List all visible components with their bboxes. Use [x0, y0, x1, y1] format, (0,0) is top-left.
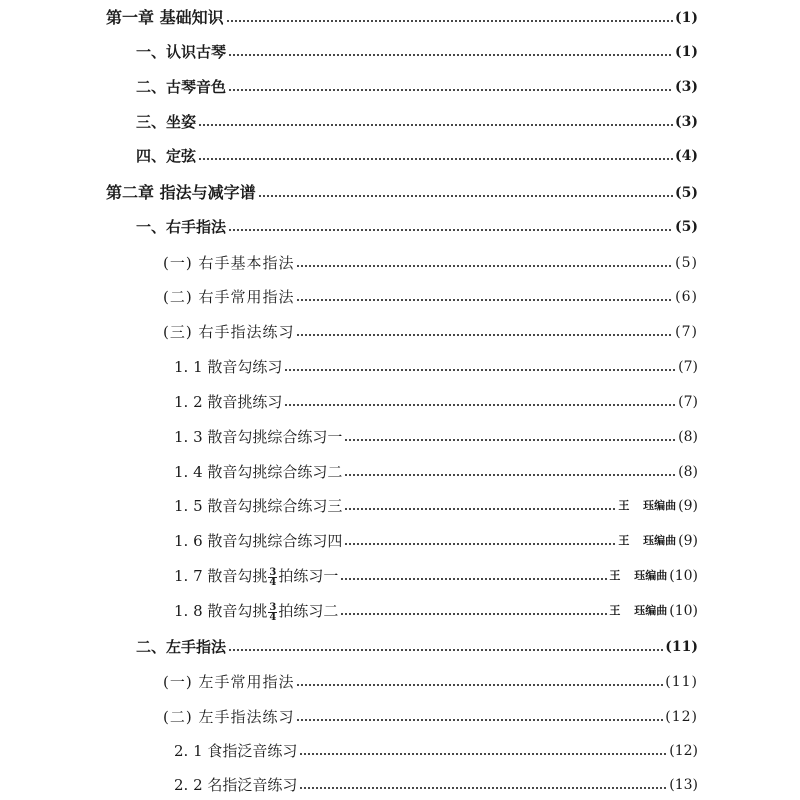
- dot-leader: [228, 89, 673, 91]
- toc-entry-subsection: [0, 705, 800, 729]
- dot-leader: [198, 158, 673, 160]
- toc-entry-page: (11): [665, 639, 698, 655]
- toc-entry-label: [174, 564, 338, 588]
- toc-entry-label: (二) 右手常用指法: [163, 288, 295, 306]
- toc-entry-composer: 王 珏编曲: [609, 569, 668, 582]
- toc-entry-label: 一、认识古琴: [136, 43, 227, 61]
- toc-entry-section: [0, 75, 800, 99]
- toc-entry-label: 第二章 指法与减字谱: [106, 183, 256, 202]
- toc-entry-label: 第一章 基础知识: [106, 8, 224, 27]
- toc-entry-page: (3): [675, 114, 698, 130]
- toc-entry-label: 2. 2 名指泛音练习: [174, 776, 298, 794]
- toc-entry-exercise: [0, 425, 800, 449]
- dot-leader: [284, 404, 676, 406]
- toc-entry-label: (二) 左手指法练习: [163, 708, 295, 726]
- dot-leader: [198, 124, 673, 126]
- toc-entry-label: [174, 599, 338, 623]
- toc-entry-exercise: [0, 460, 800, 484]
- toc-entry-page: (1): [675, 10, 698, 26]
- toc-entry-label: 二、古琴音色: [136, 78, 227, 96]
- toc-entry-label: 1. 4 散音勾挑综合练习二: [174, 463, 343, 481]
- toc-entry-label: 2. 1 食指泛音练习: [174, 742, 298, 760]
- toc-entry-page: (11): [665, 674, 698, 690]
- toc-entry-chapter-1: [0, 6, 800, 30]
- toc-entry-page: (4): [675, 148, 698, 164]
- toc-entry-label: 三、坐姿: [136, 113, 197, 131]
- toc-entry-page: (7): [678, 359, 698, 375]
- dot-leader: [228, 54, 673, 56]
- toc-entry-label-pre: 1. 7 散音勾挑: [174, 567, 268, 585]
- toc-entry-label-post: 拍练习一: [278, 567, 339, 585]
- toc-entry-label-post: 拍练习二: [278, 602, 339, 620]
- dot-leader: [344, 508, 616, 510]
- fraction-denominator: 4: [269, 611, 277, 623]
- fraction-denominator: 4: [269, 576, 277, 588]
- dot-leader: [228, 229, 673, 231]
- dot-leader: [226, 20, 673, 22]
- dot-leader: [344, 439, 676, 441]
- toc-entry-label: 一、右手指法: [136, 218, 227, 236]
- toc-entry-label: 二、左手指法: [136, 638, 227, 656]
- toc-entry-label: (一) 左手常用指法: [163, 673, 295, 691]
- toc-entry-label: (三) 右手指法练习: [163, 323, 295, 341]
- toc-entry-page: (5): [675, 219, 698, 235]
- dot-leader: [340, 613, 607, 615]
- toc-entry-exercise: [0, 599, 800, 623]
- toc-entry-section: [0, 40, 800, 64]
- toc-entry-page: (1): [675, 44, 698, 60]
- dot-leader: [296, 684, 663, 686]
- toc-entry-page: (13): [669, 777, 698, 793]
- dot-leader: [344, 474, 676, 476]
- toc-entry-section: [0, 635, 800, 659]
- dot-leader: [299, 753, 667, 755]
- toc-entry-page: (10): [669, 603, 698, 619]
- toc-entry-page: (5): [675, 255, 698, 271]
- toc-entry-subsection: [0, 320, 800, 344]
- toc-entry-label: 1. 5 散音勾挑综合练习三: [174, 497, 343, 515]
- toc-entry-exercise: [0, 773, 800, 797]
- toc-entry-exercise: [0, 494, 800, 518]
- dot-leader: [299, 787, 667, 789]
- toc-entry-composer: 王 珏编曲: [609, 604, 668, 617]
- toc-entry-page: (7): [675, 324, 698, 340]
- dot-leader: [340, 578, 607, 580]
- toc-entry-page: (12): [669, 743, 698, 759]
- toc-entry-subsection: [0, 670, 800, 694]
- dot-leader: [296, 334, 673, 336]
- toc-entry-page: (10): [669, 568, 698, 584]
- toc-entry-page: (6): [675, 289, 698, 305]
- toc-entry-exercise: [0, 564, 800, 588]
- toc-entry-label: 四、定弦: [136, 147, 197, 165]
- toc-entry-page: (12): [665, 709, 698, 725]
- toc-entry-label-pre: 1. 8 散音勾挑: [174, 602, 268, 620]
- toc-entry-page: (8): [678, 429, 698, 445]
- toc-entry-composer: 王 珏编曲: [618, 499, 677, 512]
- fraction-numerator: 3: [269, 601, 277, 613]
- dot-leader: [344, 543, 616, 545]
- toc-entry-exercise: [0, 390, 800, 414]
- toc-entry-label: 1. 6 散音勾挑综合练习四: [174, 532, 343, 550]
- toc-entry-page: (3): [675, 79, 698, 95]
- toc-entry-page: (8): [678, 464, 698, 480]
- toc-entry-section: [0, 110, 800, 134]
- fraction-numerator: 3: [269, 566, 277, 578]
- toc-entry-subsection: [0, 285, 800, 309]
- toc-entry-section: [0, 215, 800, 239]
- toc-entry-label: 1. 3 散音勾挑综合练习一: [174, 428, 343, 446]
- dot-leader: [228, 649, 663, 651]
- dot-leader: [258, 195, 673, 197]
- dot-leader: [296, 719, 663, 721]
- toc-entry-exercise: [0, 355, 800, 379]
- toc-entry-section: [0, 144, 800, 168]
- toc-entry-page: (7): [678, 394, 698, 410]
- dot-leader: [296, 265, 673, 267]
- toc-entry-label: 1. 2 散音挑练习: [174, 393, 283, 411]
- toc-entry-label: 1. 1 散音勾练习: [174, 358, 283, 376]
- toc-entry-composer: 王 珏编曲: [618, 534, 677, 547]
- dot-leader: [284, 369, 676, 371]
- toc-entry-subsection: [0, 251, 800, 275]
- time-signature-fraction: [268, 603, 277, 622]
- toc-entry-page: (5): [675, 185, 698, 201]
- toc-entry-chapter-2: [0, 181, 800, 205]
- toc-entry-page: (9): [678, 533, 698, 549]
- toc-entry-exercise: [0, 739, 800, 763]
- toc-entry-page: (9): [678, 498, 698, 514]
- time-signature-fraction: [268, 568, 277, 587]
- toc-entry-exercise: [0, 529, 800, 553]
- dot-leader: [296, 299, 673, 301]
- toc-entry-label: (一) 右手基本指法: [163, 254, 295, 272]
